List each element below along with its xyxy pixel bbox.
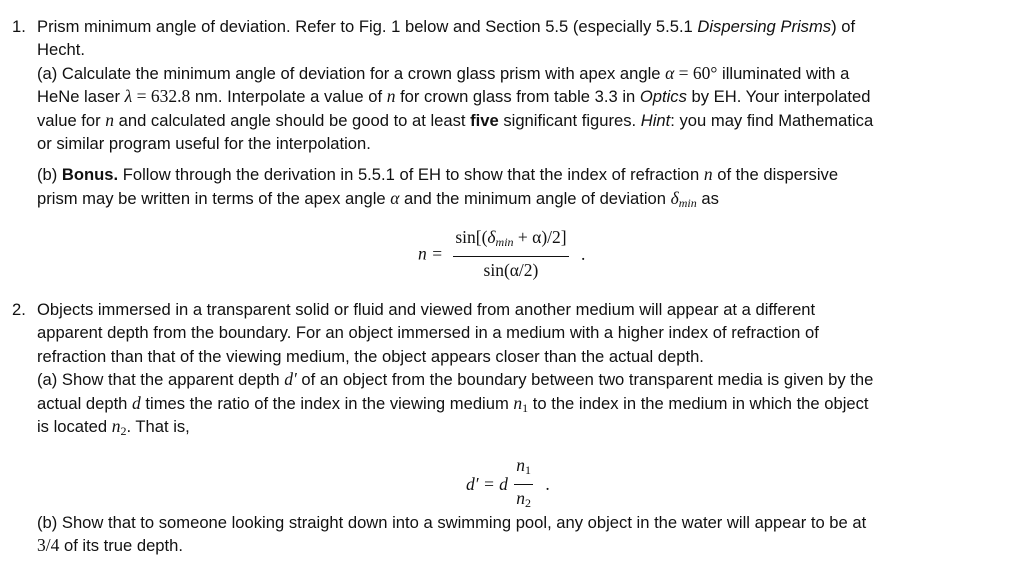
equation-refractive-index: n = $\frac{\sin[(\delta_{min} + \alpha)/2]}{\sin(\alpha/2)}$ . [418, 226, 585, 283]
problem-1-part-b: (b) Bonus. Follow through the derivation in 5.5.1 of EH to show that the index of refraction n of the dispersive prism may be written in terms of the apex angle α and the minimum angle of deviation $\delta_{min}$ as [37, 164, 839, 210]
problem-1-part-a: (a) Calculate the minimum angle of deviation for a crown glass prism with apex angle α = 60° illuminated with a HeNe laser λ = 632.8 nm. Interpolate a value of n for crown glass from table 3.3 in Optics by EH. Your interpolated value for n and calculated angle should be good to at least five significant figures. Hint: you may find Mathematica or similar program useful for the interpolation. [37, 62, 874, 153]
fraction: $\frac{\sin[(\delta_{min} + \alpha)/2]}{\sin(\alpha/2)}$ [455, 227, 567, 281]
problem-1-body: Prism minimum angle of deviation. Refer to Fig. 1 below and Section 5.5 (especially 5.5.1 Dispersing Prisms) of Hecht. (a) Calculate the minimum angle of deviation for a crown glass prism with apex angle α = 60° illuminated with a HeNe laser λ = 632.8 nm. Interpolate a value of n for crown glass from table 3.3 in Optics by EH. Your interpolated value for n and calculated angle should be good to at least five significant figures. Hint: you may find Mathematica or similar program useful for the interpolation. (b) Bonus. Follow through the derivation in 5.5.1 of EH to show that the index of refraction n of the dispersive prism may be written in terms of the apex angle α and the minimum angle of deviation $\delta_{min}$ as [37, 15, 1012, 210]
math-apex-angle: α = 60° [665, 62, 718, 83]
math-wavelength: λ = 632.8 [124, 86, 191, 107]
problem-number: 1. [12, 17, 26, 36]
fraction: $\frac{n_1}{n_2}$ [516, 455, 532, 511]
problem-2-body: Objects immersed in a transparent solid or fluid and viewed from another medium will appear at a different apparent depth from the boundary. For an object immersed in a medium with a higher index of refraction of refraction than that of the viewing medium, the object appears closer than the actual depth. (a) Show that the apparent depth d′ of an object from the boundary between two transparent media is given by the actual depth d times the ratio of the index in the viewing medium $n_1$ to the index in the medium in which the object is located $n_2$. That is, [37, 298, 1012, 438]
problem-1-intro: Prism minimum angle of deviation. Refer to Fig. 1 below and Section 5.5 (especially 5.5.1 Dispersing Prisms) of [37, 17, 856, 36]
problem-2-part-a: (a) Show that the apparent depth d′ of an object from the boundary between two transparent media is given by the actual depth d times the ratio of the index in the viewing medium $n_1$ to the index in the medium in which the object is located $n_2$. That is, [37, 369, 874, 438]
equation-apparent-depth: d′ = d $\frac{n_1}{n_2}$ . [466, 454, 550, 516]
problem-number: 2. [12, 300, 26, 319]
